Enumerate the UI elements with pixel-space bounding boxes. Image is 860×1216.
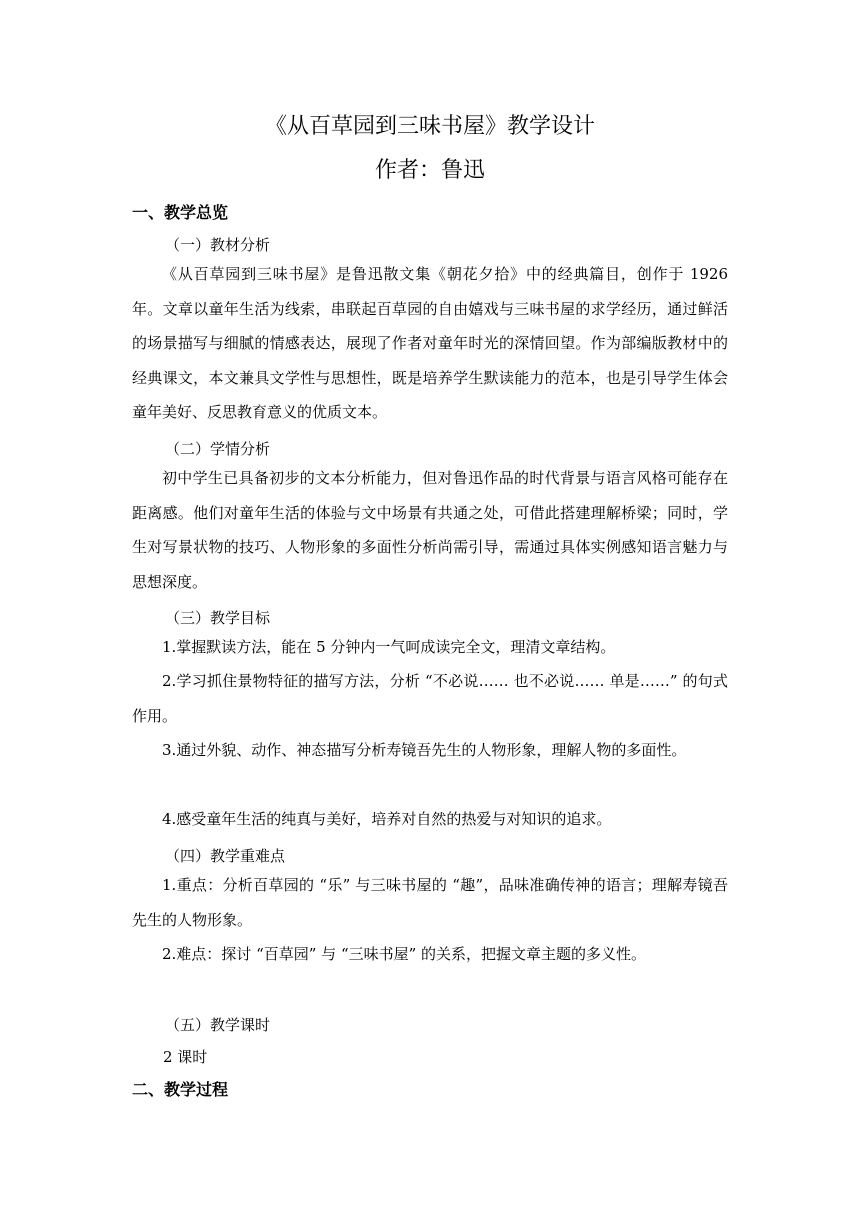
subheading-class-hours: （五）教学课时	[165, 1016, 271, 1034]
class-hours-value: 2 课时	[163, 1048, 208, 1066]
goal-item-2: 2.学习抓住景物特征的描写方法，分析 “不必说…… 也不必说…… 单是……” 的句式作用。	[132, 672, 728, 725]
subheading-student-analysis: （二）学情分析	[165, 440, 271, 458]
paragraph-student-analysis: 初中学生已具备初步的文本分析能力，但对鲁迅作品的时代背景与语言风格可能存在距离感。他们对童年生活的体验与文中场景有共通之处，可借此搭建理解桥梁；同时，学生对写景状物的技巧、人物形象的多面性分析尚需引导，需通过具体实例感知语言魅力与思想深度。	[132, 469, 728, 591]
subheading-material-analysis: （一）教材分析	[165, 236, 271, 254]
keypoint-item-2: 2.难点：探讨 “百草园” 与 “三味书屋” 的关系，把握文章主题的多义性。	[162, 945, 647, 963]
goal-item-3: 3.通过外貌、动作、神态描写分析寿镜吾先生的人物形象，理解人物的多面性。	[162, 741, 687, 759]
subheading-key-points: （四）教学重难点	[165, 847, 286, 865]
document-title: 《从百草园到三味书屋》教学设计	[264, 114, 595, 139]
paragraph-material-analysis: 《从百草园到三味书屋》是鲁迅散文集《朝花夕拾》中的经典篇目，创作于 1926 年。文章以童年生活为线索，串联起百草园的自由嬉戏与三味书屋的求学经历，通过鲜活的场景描写与细腻的情感表达，展现了作者对童年时光的深情回望。作为部编版教材中的经典课文，本文兼具文学性与思想性，既是培养学生默读能力的范本，也是引导学生体会童年美好、反思教育意义的优质文本。	[132, 265, 728, 421]
section-heading-process: 二、教学过程	[132, 1080, 229, 1099]
document-author: 作者：鲁迅	[374, 158, 485, 183]
goal-item-1: 1.掌握默读方法，能在 5 分钟内一气呵成读完全文，理清文章结构。	[162, 638, 616, 656]
subheading-teaching-goals: （三）教学目标	[165, 609, 271, 627]
goal-item-4: 4.感受童年生活的纯真与美好，培养对自然的热爱与对知识的追求。	[162, 810, 612, 828]
keypoint-item-1: 1.重点：分析百草园的 “乐” 与三味书屋的 “趣”，品味准确传神的语言；理解寿镜吾先生的人物形象。	[132, 876, 728, 929]
section-heading-overview: 一、教学总览	[132, 203, 229, 222]
